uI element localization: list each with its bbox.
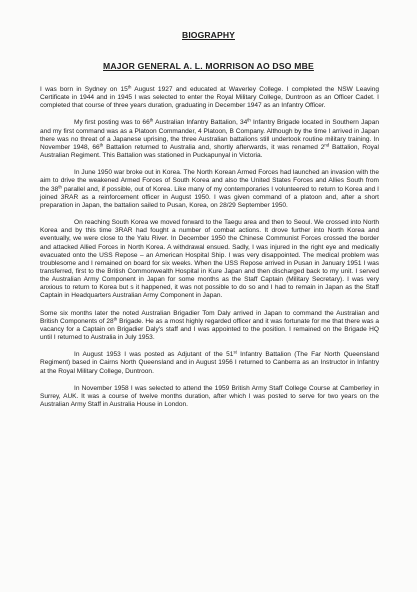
paragraph: My first posting was to 66th Australian Infantry Battalion, 34th Infantry Brigade located in Southern Japan and my first command was as a Platoon Commander, 4 Platoon, B Company. Although by the time I arrived in Japan there was no threat of a Japanese uprising, the three Australian battalions still undertook routine military training. In November 1948, 66th Battalion returned to Australia and, shortly afterwards, it was renamed 2nd Battalion, Royal Australian Regiment. This Battalion was stationed in Puckapunyal in Victoria. <box>40 117 379 160</box>
ordinal-superscript: nd <box>324 142 330 148</box>
ordinal-superscript: th <box>58 183 62 189</box>
document-title: BIOGRAPHY <box>182 30 235 40</box>
ordinal-superscript: th <box>99 142 104 148</box>
paragraph: In June 1950 war broke out in Korea. The North Korean Armed Forces had launched an invasion with the aim to drive the weakened Armed Forces of South Korea and also the United States Forces and Allies South from the 38th parallel and, if possible, out of Korea. Like many of my contemporaries I volunteered to return to Korea and I joined 3RAR as a reinforcement officer in August 1950. I was given command of a platoon and, after a short preparation in Japan, the battalion sailed to Pusan, Korea, on 28/29 September 1950. <box>40 169 380 209</box>
document-body <box>40 86 379 418</box>
paragraph: I was born in Sydney on 15th August 1927 and educated at Waverley College. I completed the NSW Leaving Certificate in 1944 and in 1945 I was selected to enter the Royal Military College, Duntroon as an Officer Cadet. I completed that course of three years duration, graduating in December 1947 as an Infantry Officer. <box>40 84 379 110</box>
paragraph: On reaching South Korea we moved forward to the Taegu area and then to Seoul. We crossed into North Korea and by this time 3RAR had fought a number of combat actions. It drove further into North Korea and eventually, we were close to the Yalu River. In December 1950 the Chinese Communist Forces crossed the border and attacked Allied Forces in North Korea. A withdrawal ensued. Sadly, I was injured in the right eye and medically evacuated onto the USS Repose – an American Hospital Ship. I was very disappointed. The medical problem was troublesome and I remained on board for six weeks. When the USS Repose arrived in Pusan in January 1951 I was transferred, first to the British Commonwealth Hospital in Kure Japan and then discharged back to my unit. I served the Australian Army Component in Japan for some months as the Staff Captain (Military Secretary). I was very anxious to return to Korea but s it happened, it was not possible to do so and I had to remain in Japan as the Staff Captain in Headquarters Australian Army Component in Japan. <box>40 219 379 300</box>
paragraph: In August 1953 I was posted as Adjutant of the 51st Infantry Battalion (The Far North Queensland Regiment) based in Cairns North Queensland and in August 1956 I returned to Canberra as an Instructor in Infantry at the Royal Military College, Duntroon. <box>40 349 379 375</box>
ordinal-superscript: th <box>113 316 118 322</box>
paragraph: Some six months later the noted Australian Brigadier Tom Daly arrived in Japan to command the Australian and British Components of 28th Brigade. He as a most highly regarded officer and it was fortunate for me that there was a vacancy for a Captain on Brigadier Daly's staff and I was appointed to the position. I remained on the Brigade HQ until I returned to Australia in July 1953. <box>40 309 379 342</box>
ordinal-superscript: th <box>247 117 251 123</box>
paragraph: In November 1958 I was selected to attend the 1959 British Army Staff College Course at Camberley in Surrey, AUK. It was a course of twelve months duration, after which I was posted to serve for two years on the Australian Army Staff in Australia House in London. <box>40 384 379 408</box>
document-subtitle: MAJOR GENERAL A. L. MORRISON AO DSO MBE <box>103 61 314 71</box>
ordinal-superscript: th <box>127 84 132 90</box>
ordinal-superscript: th <box>149 117 154 123</box>
ordinal-superscript: st <box>233 349 237 355</box>
